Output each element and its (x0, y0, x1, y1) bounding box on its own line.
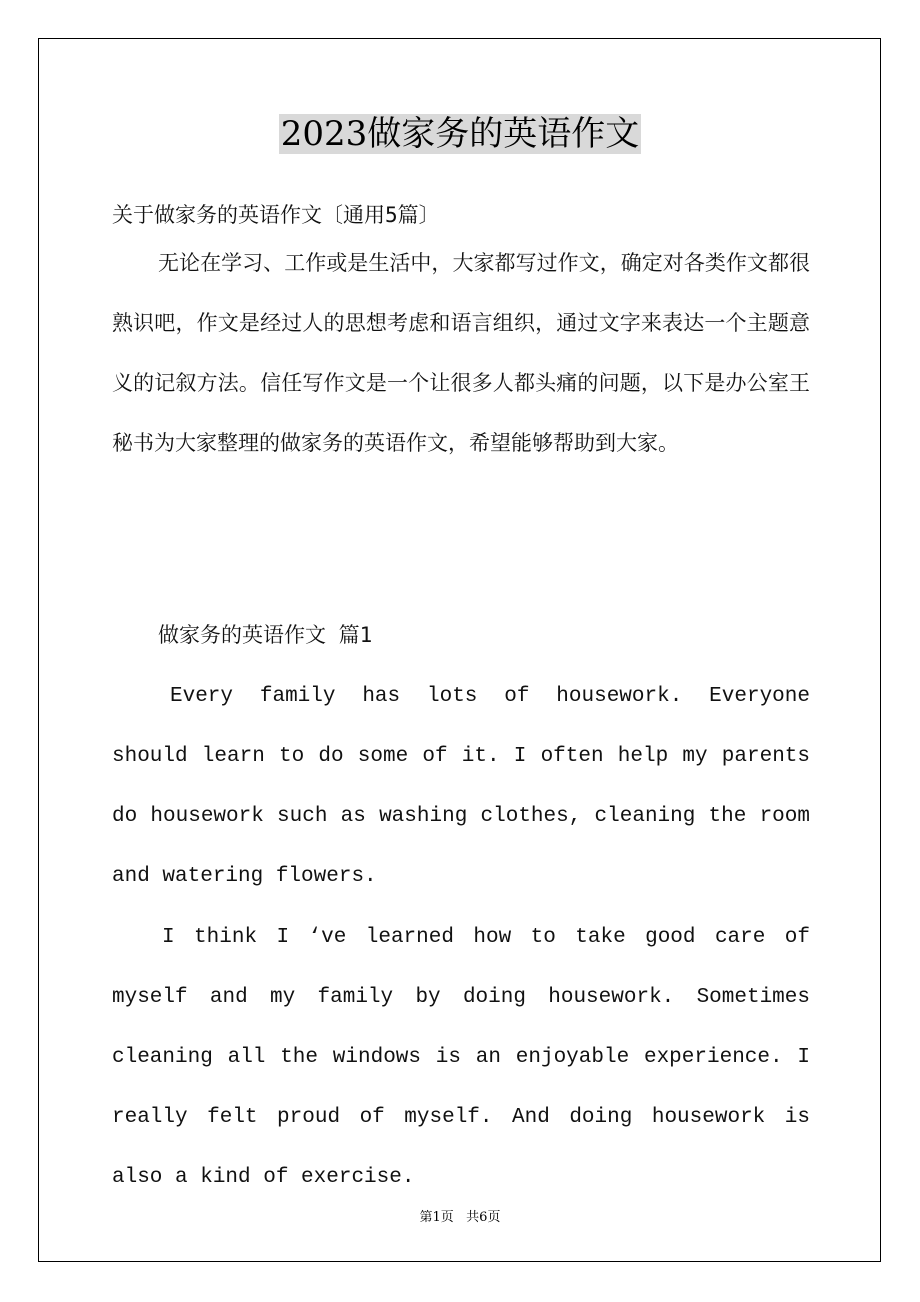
page-footer: 第1页 共6页 (419, 1210, 501, 1225)
section-heading: 做家务的英语作文 篇1 (158, 623, 373, 647)
body-paragraph-2: I think I ‘ve learned how to take good care of myself and my family by doing housework. Sometimes cleaning all the windows is an enjoyable experience. I really felt proud of myself. And doing housework is also a kind of exercise. (112, 926, 810, 1189)
document-subtitle: 关于做家务的英语作文〔通用5篇〕 (112, 203, 440, 227)
document-title (0, 108, 920, 160)
intro-paragraph: 无论在学习、工作或是生活中，大家都写过作文，确定对各类作文都很熟识吧，作文是经过人的思想考虑和语言组织，通过文字来表达一个主题意义的记叙方法。信任写作文是一个让很多人都头痛的问题，以下是办公室王秘书为大家整理的做家务的英语作文，希望能够帮助到大家。 (112, 251, 810, 455)
body-paragraph-1: Every family has lots of housework. Everyone should learn to do some of it. I often help my parents do housework such as washing clothes, cleaning the room and watering flowers. (112, 685, 810, 888)
document-title-text: 2023做家务的英语作文 (280, 114, 640, 154)
